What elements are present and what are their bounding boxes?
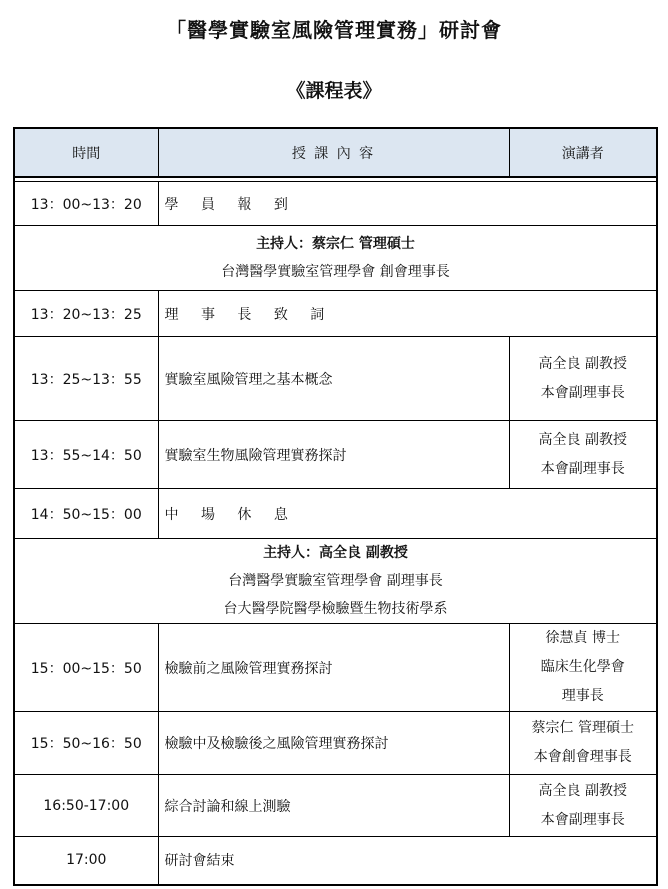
host-title: 台灣醫學實驗室管理學會 副理事長 [228, 573, 443, 589]
speaker-cell [509, 712, 657, 775]
speaker-name: 高全良 副教授 [538, 431, 627, 448]
table-row [14, 489, 657, 539]
session-topic: 檢驗中及檢驗後之風險管理實務探討 [158, 712, 509, 775]
host-affiliation: 台大醫學院醫學檢驗暨生物技術學系 [223, 601, 448, 617]
speaker-name: 高全良 副教授 [538, 782, 627, 799]
speaker-name: 高全良 副教授 [538, 355, 627, 372]
session-time: 16:50-17:00 [14, 775, 158, 837]
speaker-cell [509, 775, 657, 837]
speaker-title: 本會創會理事長 [533, 749, 632, 765]
table-row [14, 421, 657, 489]
host-info [14, 226, 657, 291]
table-row [14, 291, 657, 337]
table-row [14, 837, 657, 885]
schedule-subtitle: 《課程表》 [286, 80, 382, 102]
speaker-name: 蔡宗仁 管理碩士 [531, 720, 634, 736]
host-row [14, 539, 657, 624]
speaker-title: 本會副理事長 [540, 384, 625, 401]
speaker-title: 理事長 [561, 688, 604, 704]
speaker-cell [509, 624, 657, 712]
session-topic: 中 場 休 息 [158, 489, 657, 539]
session-time: 13：25~13：55 [14, 337, 158, 421]
schedule-table [13, 127, 658, 886]
session-topic: 實驗室生物風險管理實務探討 [158, 421, 509, 489]
table-row [14, 182, 657, 226]
table-row [14, 624, 657, 712]
session-time: 14：50~15：00 [14, 489, 158, 539]
session-time: 15：50~16：50 [14, 712, 158, 775]
host-row [14, 226, 657, 291]
speaker-name: 徐慧貞 博士 [545, 630, 620, 646]
table-header-row [14, 128, 657, 177]
session-time: 13：00~13：20 [14, 182, 158, 226]
session-topic: 研討會結束 [158, 837, 657, 885]
table-row [14, 775, 657, 837]
page-title: 「醫學實驗室風險管理實務」研討會 [166, 18, 502, 42]
host-name: 主持人：高全良 副教授 [263, 545, 408, 561]
speaker-title: 本會副理事長 [540, 811, 625, 828]
session-time: 13：20~13：25 [14, 291, 158, 337]
column-header-content: 授 課 內 容 [158, 128, 509, 177]
column-header-speaker: 演講者 [509, 128, 657, 177]
speaker-cell [509, 337, 657, 421]
host-name: 主持人：蔡宗仁 管理碩士 [256, 236, 415, 252]
session-topic: 實驗室風險管理之基本概念 [158, 337, 509, 421]
session-topic: 理 事 長 致 詞 [158, 291, 657, 337]
host-title: 台灣醫學實驗室管理學會 創會理事長 [221, 264, 450, 280]
host-info [14, 539, 657, 624]
session-time: 15：00~15：50 [14, 624, 158, 712]
speaker-cell [509, 421, 657, 489]
table-row [14, 712, 657, 775]
session-topic: 學 員 報 到 [158, 182, 657, 226]
session-topic: 檢驗前之風險管理實務探討 [158, 624, 509, 712]
column-header-time: 時間 [14, 128, 158, 177]
session-time: 13：55~14：50 [14, 421, 158, 489]
speaker-title: 臨床生化學會 [540, 659, 625, 675]
speaker-title: 本會副理事長 [540, 460, 625, 477]
session-topic: 綜合討論和線上測驗 [158, 775, 509, 837]
session-time: 17:00 [14, 837, 158, 885]
table-row [14, 337, 657, 421]
